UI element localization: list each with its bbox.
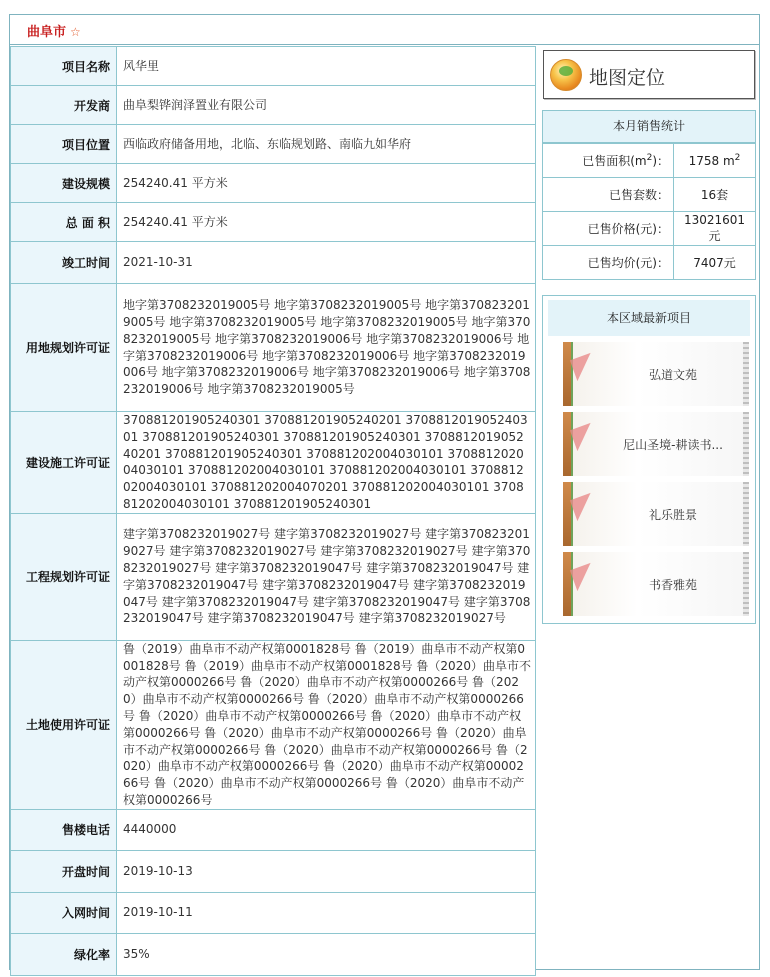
monthly-sales-title: 本月销售统计 <box>543 111 755 143</box>
thumbnail-right-edge <box>743 482 749 546</box>
thumbnail-right-edge <box>743 412 749 476</box>
info-row-opening-date <box>11 850 536 892</box>
info-value: 2021-10-31 <box>117 242 536 284</box>
stat-value <box>674 144 756 178</box>
info-row-construction-permit <box>11 412 536 514</box>
stat-label-sup: 2 <box>646 153 653 163</box>
thumbnail-edge <box>563 342 571 406</box>
stat-label: 已售价格(元)： <box>543 212 674 246</box>
info-label: 土地使用许可证 <box>11 640 117 809</box>
stat-label: 已售均价(元)： <box>543 246 674 280</box>
thumbnail-right-edge <box>743 342 749 406</box>
info-row-land-planning-permit <box>11 284 536 412</box>
stat-label-tail: )： <box>652 154 669 168</box>
info-value: 370881201905240301 370881201905240201 370881201905240301 370881201905240301 370881201905240301 370881201905240201 370881201905240301 370881202004030101 370881202004030101 370881202004030101 370881202004030101 370881202004030101 370881202004070201 370881202004030101 370881202004030101 370881201905240301 <box>117 412 536 514</box>
info-value: 254240.41 平方米 <box>117 203 536 242</box>
info-label: 建设规模 <box>11 164 117 203</box>
thumbnail-edge <box>563 412 571 476</box>
info-value: 风华里 <box>117 47 536 86</box>
thumbnail-edge-accent <box>571 412 573 476</box>
project-name[interactable]: 书香雅苑 <box>648 578 697 592</box>
monthly-sales-panel <box>542 110 756 280</box>
title-bar <box>10 15 759 45</box>
stat-value-sup: 2 <box>734 153 741 163</box>
nearby-projects-panel <box>542 295 756 624</box>
stat-value: 7407元 <box>674 246 756 280</box>
nearby-project-item[interactable] <box>563 342 749 406</box>
city-name[interactable]: 曲阜市 <box>27 25 67 40</box>
info-value: 2019-10-11 <box>117 892 536 933</box>
info-row-land-use-permit <box>11 640 536 809</box>
info-label: 用地规划许可证 <box>11 284 117 412</box>
thumbnail-edge <box>563 482 571 546</box>
map-location-button[interactable] <box>543 50 755 99</box>
info-label: 工程规划许可证 <box>11 513 117 640</box>
thumbnail-edge <box>563 552 571 616</box>
stat-row-avg-price <box>543 246 755 280</box>
info-value: 曲阜梨铧润泽置业有限公司 <box>117 86 536 125</box>
stat-row-sold-price <box>543 212 755 246</box>
star-icon[interactable]: ☆ <box>70 25 81 39</box>
info-row-total-area <box>11 203 536 242</box>
info-label: 总 面 积 <box>11 203 117 242</box>
stat-label <box>543 144 674 178</box>
nearby-project-item[interactable] <box>563 482 749 546</box>
stat-row-sold-area <box>543 144 755 178</box>
info-label: 建设施工许可证 <box>11 412 117 514</box>
stat-row-sold-units <box>543 178 755 212</box>
thumbnail-right-edge <box>743 552 749 616</box>
project-name[interactable]: 礼乐胜景 <box>648 508 697 522</box>
thumbnail-edge-accent <box>571 342 573 406</box>
info-value: 4440000 <box>117 809 536 850</box>
nearby-project-item[interactable] <box>563 412 749 476</box>
info-label: 开发商 <box>11 86 117 125</box>
stat-label: 已售套数： <box>543 178 674 212</box>
info-row-developer <box>11 86 536 125</box>
map-location-label[interactable]: 地图定位 <box>589 67 666 89</box>
info-value: 建字第3708232019027号 建字第3708232019027号 建字第3708232019027号 建字第3708232019027号 建字第3708232019027号 建字第3708232019027号 建字第3708232019047号 建字第3708232019047号 建字第3708232019047号 建字第3708232019047号 建字第3708232019047号 建字第3708232019047号 建字第3708232019047号 建字第3708232019047号 建字第3708232019047号 建字第3708232019027号 <box>117 513 536 640</box>
info-row-name <box>11 47 536 86</box>
info-label: 项目位置 <box>11 125 117 164</box>
city-title[interactable] <box>27 21 81 40</box>
monthly-sales-table <box>543 143 755 279</box>
nearby-projects-title: 本区域最新项目 <box>548 300 750 337</box>
info-label: 绿化率 <box>11 933 117 975</box>
info-label: 项目名称 <box>11 47 117 86</box>
info-value: 2019-10-13 <box>117 850 536 892</box>
info-row-location <box>11 125 536 164</box>
info-row-phone <box>11 809 536 850</box>
thumbnail-edge-accent <box>571 482 573 546</box>
info-label: 开盘时间 <box>11 850 117 892</box>
info-row-listing-date <box>11 892 536 933</box>
info-label: 竣工时间 <box>11 242 117 284</box>
info-row-scale <box>11 164 536 203</box>
info-value: 西临政府储备用地，北临、东临规划路、南临九如华府 <box>117 125 536 164</box>
thumbnail-edge-accent <box>571 552 573 616</box>
stat-value: 16套 <box>674 178 756 212</box>
stat-value: 13021601元 <box>674 212 756 246</box>
info-row-engineering-permit <box>11 513 536 640</box>
project-name[interactable]: 弘道文苑 <box>648 368 697 382</box>
info-value: 地字第3708232019005号 地字第3708232019005号 地字第3708232019005号 地字第3708232019005号 地字第3708232019005号 地字第3708232019005号 地字第3708232019006号 地字第3708232019006号 地字第3708232019006号 地字第3708232019006号 地字第3708232019006号 地字第3708232019006号 地字第3708232019006号 地字第3708232019006号 地字第3708232019005号 <box>117 284 536 412</box>
info-label: 入网时间 <box>11 892 117 933</box>
stat-value-text: 1758 m <box>688 154 735 168</box>
stat-label-text: 已售面积(m <box>582 154 647 168</box>
info-value: 35% <box>117 933 536 975</box>
nearby-project-item[interactable] <box>563 552 749 616</box>
project-name[interactable]: 尼山圣境-耕读书... <box>623 438 723 452</box>
info-row-green-rate <box>11 933 536 975</box>
info-label: 售楼电话 <box>11 809 117 850</box>
map-globe-icon[interactable] <box>550 59 582 91</box>
project-info-table <box>10 46 536 976</box>
info-value: 鲁（2019）曲阜市不动产权第0001828号 鲁（2019）曲阜市不动产权第0001828号 鲁（2019）曲阜市不动产权第0001828号 鲁（2020）曲阜市不动产权第0000266号 鲁（2020）曲阜市不动产权第0000266号 鲁（2020）曲阜市不动产权第0000266号 鲁（2020）曲阜市不动产权第0000266号 鲁（2020）曲阜市不动产权第0000266号 鲁（2020）曲阜市不动产权第0000266号 鲁（2020）曲阜市不动产权第0000266号 鲁（2020）曲阜市不动产权第0000266号 鲁（2020）曲阜市不动产权第0000266号 鲁（2020）曲阜市不动产权第0000266号 鲁（2020）曲阜市不动产权第0000266号 鲁（2020）曲阜市不动产权第0000266号 鲁（2020）曲阜市不动产权第0000266号 <box>117 640 536 809</box>
info-value: 254240.41 平方米 <box>117 164 536 203</box>
info-row-completion <box>11 242 536 284</box>
